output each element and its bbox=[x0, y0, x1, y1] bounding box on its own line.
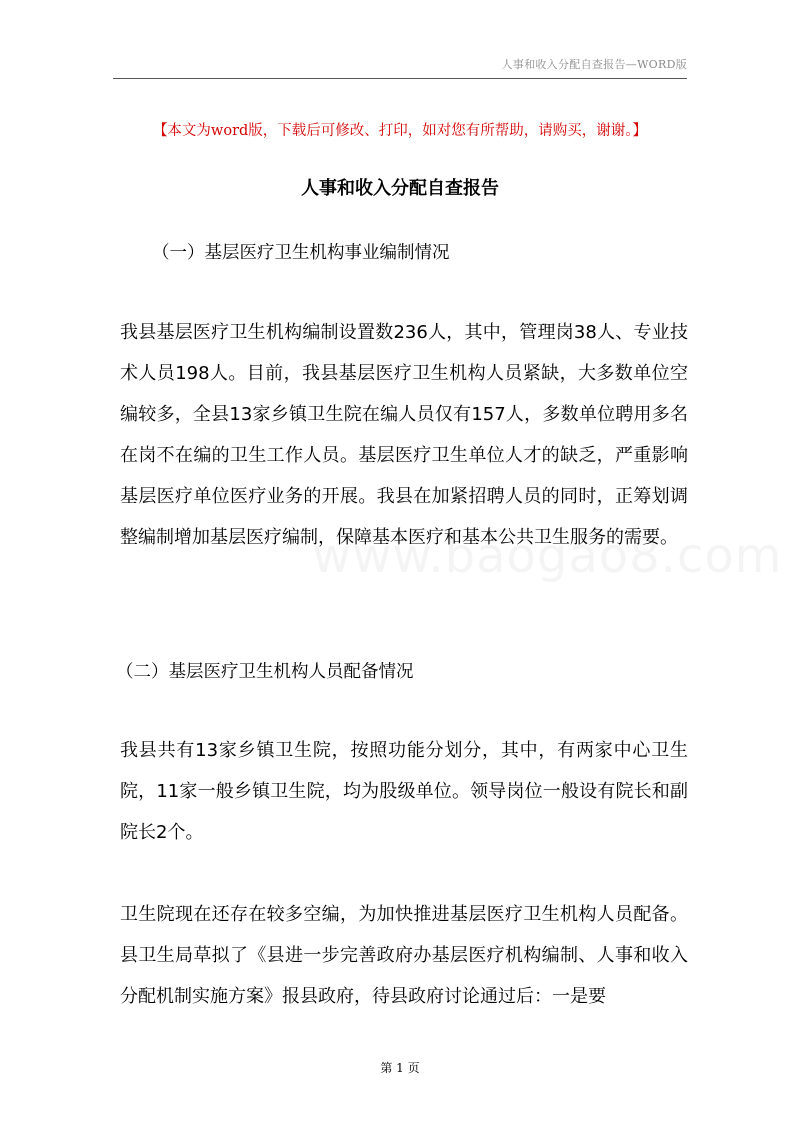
page-number: 第 1 页 bbox=[380, 1061, 420, 1075]
section-2-heading: （二）基层医疗卫生机构人员配备情况 bbox=[116, 662, 414, 682]
section-2-paragraph-2: 卫生院现在还存在较多空编，为加快推进基层医疗卫生机构人员配备。县卫生局草拟了《县进一步完善政府办基层医疗机构编制、人事和收入分配机制实施方案》报县政府，待县政府讨论通过后：一是要 bbox=[120, 904, 688, 1007]
section-1-paragraph: 我县基层医疗卫生机构编制设置数236人，其中，管理岗38人、专业技术人员198人。目前，我县基层医疗卫生机构人员紧缺，大多数单位空编较多，全县13家乡镇卫生院在编人员仅有157人，多数单位聘用多名在岗不在编的卫生工作人员。基层医疗卫生单位人才的缺乏，严重影响基层医疗单位医疗业务的开展。我县在加紧招聘人员的同时，正筹划调整编制增加基层医疗编制，保障基本医疗和基本公共卫生服务的需要。 bbox=[120, 322, 688, 548]
running-header: 人事和收入分配自查报告—WORD版 bbox=[501, 58, 687, 71]
section-1-heading: （一）基层医疗卫生机构事业编制情况 bbox=[152, 243, 450, 263]
header-divider bbox=[113, 78, 687, 79]
document-title: 人事和收入分配自查报告 bbox=[301, 178, 499, 199]
download-notice: 【本文为word版，下载后可修改、打印，如对您有所帮助，请购买，谢谢。】 bbox=[152, 123, 648, 139]
section-2-paragraph-1: 我县共有13家乡镇卫生院，按照功能分划分，其中，有两家中心卫生院，11家一般乡镇卫生院，均为股级单位。领导岗位一般设有院长和副院长2个。 bbox=[120, 740, 688, 843]
